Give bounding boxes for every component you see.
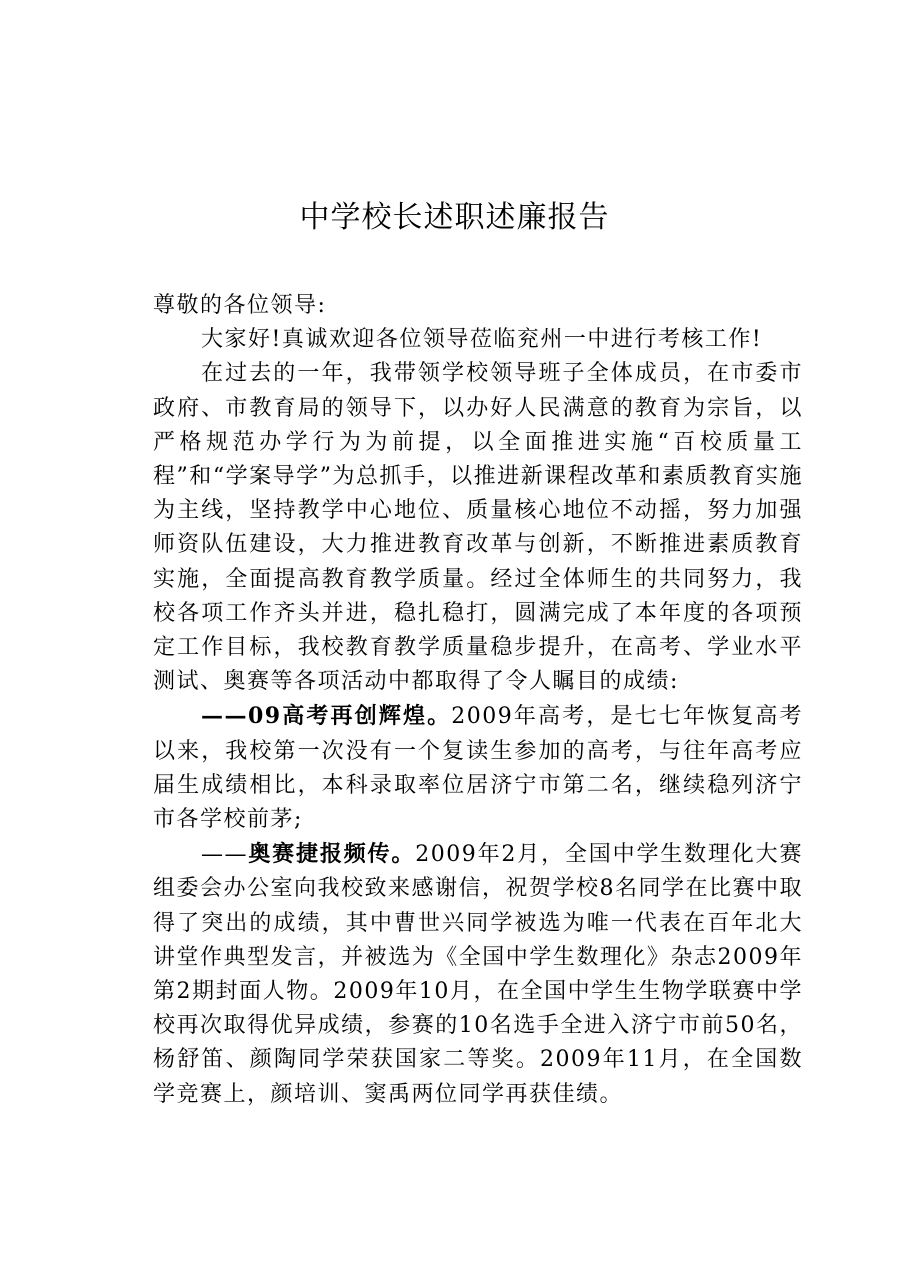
section-gaokao-text: 2009年高考，是七七年恢复高考以来，我校第一次没有一个复读生参加的高考，与往年高考应届生成绩相比，本科录取率位居济宁市第二名，继续稳列济宁市各学校前茅; xyxy=(153,704,803,833)
section-olympiad-dash: —— xyxy=(201,842,248,868)
section-olympiad-paragraph xyxy=(153,837,803,1112)
section-olympiad-lead: 奥赛捷报频传。 xyxy=(248,841,416,868)
section-gaokao-lead: ——09高考再创辉煌。 xyxy=(201,703,452,730)
intro-paragraph: 在过去的一年，我带领学校领导班子全体成员，在市委市政府、市教育局的领导下，以办好人民满意的教育为宗旨，以严格规范办学行为为前提，以全面推进实施“百校质量工程”和“学案导学”为总抓手，以推进新课程改革和素质教育实施为主线，坚持教学中心地位、质量核心地位不动摇，努力加强师资队伍建设，大力推进教育改革与创新，不断推进素质教育实施，全面提高教育教学质量。经过全体师生的共同努力，我校各项工作齐头并进，稳扎稳打，圆满完成了本年度的各项预定工作目标，我校教育教学质量稳步提升，在高考、学业水平测试、奥赛等各项活动中都取得了令人瞩目的成绩: xyxy=(153,361,803,695)
section-olympiad-text: 2009年2月，全国中学生数理化大赛组委会办公室向我校致来感谢信，祝贺学校8名同学在比赛中取得了突出的成绩，其中曹世兴同学被选为唯一代表在百年北大讲堂作典型发言，并被选为《全国中学生数理化》杂志2009年第2期封面人物。2009年10月，在全国中学生生物学联赛中学校再次取得优异成绩，参赛的10名选手全进入济宁市前50名，杨舒笛、颜陶同学荣获国家二等奖。2009年11月，在全国数学竞赛上，颜培训、窦禹两位同学再获佳绩。 xyxy=(153,842,803,1107)
section-gaokao-paragraph xyxy=(153,699,803,837)
greeting-paragraph: 大家好!真诚欢迎各位领导莅临兖州一中进行考核工作! xyxy=(201,327,763,353)
document-title: 中学校长述职述廉报告 xyxy=(299,200,610,235)
salutation: 尊敬的各位领导: xyxy=(153,293,327,318)
document-body xyxy=(153,289,803,1112)
